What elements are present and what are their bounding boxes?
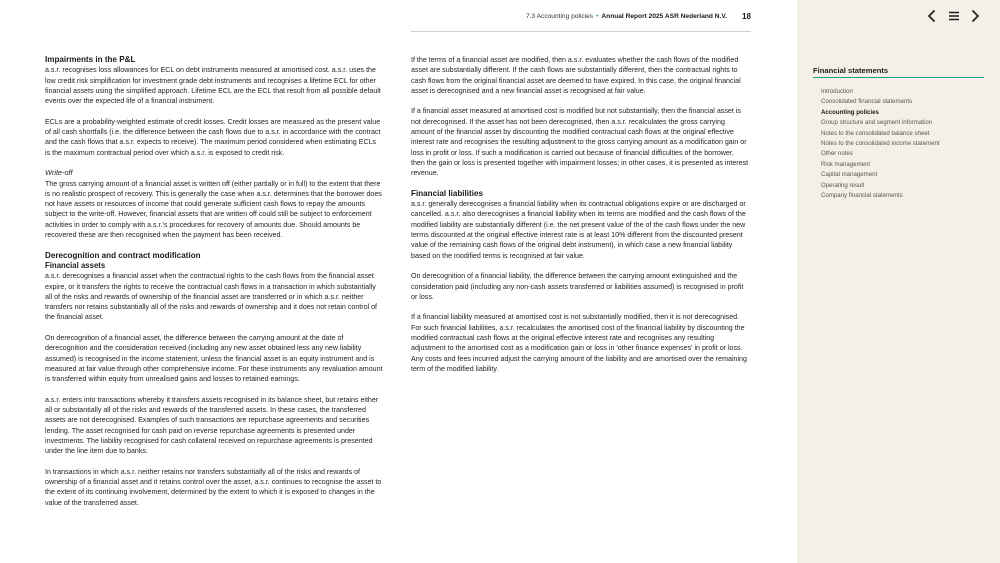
- sidebar-item-consolidated-financial-statements[interactable]: Consolidated financial statements: [821, 98, 913, 106]
- sidebar-item-company-financial-statements[interactable]: Company financial statements: [821, 192, 903, 200]
- heading-impairments: Impairments in the P&L: [45, 55, 136, 64]
- paragraph: On derecognition of a financial liability, the difference between the carrying amount extinguished and the consideration paid (including any non-cash assets transferred or liabilities assumed) is recognised in profit or loss.: [411, 272, 744, 301]
- sidebar-item-notes-to-the-consolidated-balance-sheet[interactable]: Notes to the consolidated balance sheet: [821, 129, 930, 137]
- header-divider: [411, 31, 751, 32]
- header-separator-dot: •: [596, 13, 599, 20]
- sidebar-item-risk-management[interactable]: Risk management: [821, 160, 871, 168]
- paragraph: ECLs are a probability-weighted estimate of credit losses. Credit losses are measured as the present value of all cash shortfalls (i.e. the difference between the cash flows due to a.s.r. in accordance with the contract and the cash flows that a.s.r. expects to receive). The maximum period considered when estimating ECLs is the maximum contractual period over which a.s.r. is exposed to credit risk.: [45, 117, 381, 157]
- paragraph: a.s.r. generally derecognises a financial liability when its contractual obligations expire or are discharged or cancelled. a.s.r. also derecognises a financial liability when its terms are modified and the cash flows of the modified liability are substantially different (i.e. the net present value of the of the cash flows under the new terms discounted at the original effective interest rate is at least 10% different from the discounted present value of the remaining cash flows of the original debt instrument), in which case a new financial liability based on the modified terms is recognised at fair value.: [411, 200, 746, 260]
- next-page-button[interactable]: [967, 8, 983, 24]
- paragraph: If the terms of a financial asset are modified, then a.s.r. evaluates whether the cash flows of the modified asset are substantially different. If the cash flows are substantially different, then the contractual rights to cash flows from the original financial asset are deemed to have expired. In this case, the original financial asset is derecognised and a new financial asset is recognised at fair value.: [411, 56, 741, 95]
- sidebar-item-group-structure-and-segment-information[interactable]: Group structure and segment information: [821, 119, 933, 127]
- page-header: [526, 12, 751, 21]
- left-column: [45, 55, 383, 508]
- chevron-left-icon: [924, 8, 940, 24]
- paragraph: a.s.r. derecognises a financial asset when the contractual rights to the cash flows from the financial asset expire, or it transfers the rights to receive the contractual cash flows in a transaction in which substantially all of the risks and rewards of ownership of the financial asset are transferred or in which a.s.r. neither transfers nor retains substantially all of the risks and rewards of ownership and it does not retain control of the financial asset.: [45, 272, 377, 322]
- header-section: 7.3 Accounting policies: [526, 13, 594, 20]
- paragraph: If a financial asset measured at amortised cost is modified but not substantially, then the financial asset is not derecognised. If the asset has not been derecognised, then a.s.r. recalculates the gross carrying amount of the financial asset by discounting the modified contractual cash flows at the original effective interest rate and recognises the resulting adjustment to the gross carrying amount as a modification gain or loss in profit or loss. If such a modification is carried out because of financial difficulties of the borrower, then the gain or loss is presented together with impairment losses; in other cases, it is presented as interest revenue.: [411, 107, 749, 178]
- menu-icon: [946, 8, 962, 24]
- menu-button[interactable]: [946, 8, 962, 24]
- heading-financial-assets: Financial assets: [45, 260, 106, 270]
- right-column: [411, 55, 749, 374]
- navigation-sidebar: [797, 0, 1000, 563]
- paragraph: If a financial liability measured at amortised cost is not substantially modified, then it is not derecognised. For such financial liabilities, a.s.r. recalculates the amortised cost of the financial liability by discounting the modified contractual cash flows at the original effective interest rate and recognises any resulting adjustment to the amortised cost as a modification gain or loss in 'other finance expenses' in profit or loss. Any costs and fees incurred adjust the carrying amount of the liability and are amortised over the remaining term of the modified liability.: [411, 313, 747, 373]
- paragraph: a.s.r. enters into transactions whereby it transfers assets recognised in its balance sheet, but retains either all or substantially all of the risks and rewards of the transferred assets. In these cases, the transferred assets are not derecognised. Examples of such transactions are repurchase agreements and securities lending. The asset recognised for cash paid on reverse repurchase agreements is presented under investments. The liability recognised for cash collateral received on repurchase agreements is presented under the line item due to banks.: [45, 395, 379, 456]
- sidebar-item-operating-result[interactable]: Operating result: [821, 181, 865, 189]
- paragraph: On derecognition of a financial asset, the difference between the carrying amount at the date of derecognition and the consideration received (including any new asset obtained less any new liability assumed) is recognised in the income statement, unless the financial asset is an equity instrument and is measured at fair value through other comprehensive income. For these instruments any revaluation amount is transferred within equity from unrealised gains and losses to retained earnings.: [45, 334, 383, 384]
- sidebar-title: Financial statements: [813, 66, 889, 75]
- page-number: 18: [742, 12, 751, 21]
- sidebar-item-notes-to-the-consolidated-income-statement[interactable]: Notes to the consolidated income statement: [821, 140, 940, 148]
- sidebar-item-other-notes[interactable]: Other notes: [821, 150, 853, 158]
- chevron-right-icon: [967, 8, 983, 24]
- previous-page-button[interactable]: [924, 8, 940, 24]
- sidebar-item-accounting-policies[interactable]: Accounting policies: [821, 108, 879, 116]
- sidebar-divider: [813, 77, 984, 78]
- sidebar-nav-list: [821, 87, 940, 201]
- paragraph: In transactions in which a.s.r. neither retains nor transfers substantially all of the risks and rewards of ownership of a financial asset and it retains control over the asset, a.s.r. continues to recognise the asset to the extent of its continuing involvement, determined by the extent to which it is exposed to changes in the value of the transferred asset.: [45, 467, 382, 507]
- heading-derecognition: Derecognition and contract modification: [45, 250, 201, 260]
- heading-financial-liabilities: Financial liabilities: [411, 188, 483, 198]
- header-report-title: Annual Report 2025 ASR Nederland N.V.: [601, 13, 727, 20]
- sidebar-item-capital-management[interactable]: Capital management: [821, 171, 878, 179]
- heading-write-off: Write-off: [45, 168, 73, 178]
- paragraph: a.s.r. recognises loss allowances for ECL on debt instruments measured at amortised cost. a.s.r. uses the low credit risk simplification for investment grade debt instruments and recognises a lifetime ECL for other financial assets using the simplified approach. Lifetime ECL are the ECL that result from all possible default events over the expected life of a financial instrument.: [45, 66, 381, 106]
- sidebar-item-introduction[interactable]: Introduction: [821, 88, 853, 95]
- paragraph: The gross carrying amount of a financial asset is written off (either partially or in full) to the extent that there is no realistic prospect of recovery. This is generally the case when a.s.r. determines that the borrower does not have assets or resources of income that could generate sufficient cash flows to repay the amounts subject to the write-off. However, financial assets that are written off could still be subject to enforcement activities in order to comply with a.s.r.'s procedures for recovery of amounts due. Should amounts be recovered these are then recognised when the payment has been received.: [45, 179, 382, 240]
